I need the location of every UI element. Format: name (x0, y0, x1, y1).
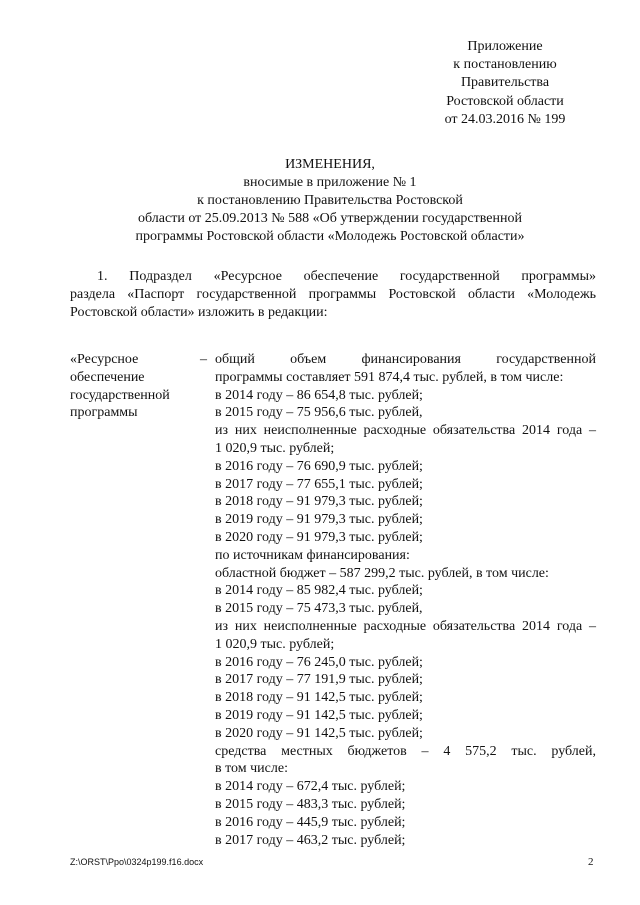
page-number: 2 (588, 856, 594, 868)
appendix-line: Приложение (467, 39, 543, 54)
detail-line: в 2020 году – 91 142,5 тыс. рублей; (215, 725, 423, 741)
detail-line: в 2015 году – 483,3 тыс. рублей; (215, 796, 406, 812)
detail-line: в том числе: (215, 761, 288, 777)
resource-label-line: государственной (70, 387, 170, 403)
detail-line: в 2015 году – 75 473,3 тыс. рублей, (215, 601, 423, 617)
detail-line: средства местных бюджетов – 4 575,2 тыс. рублей, (215, 743, 596, 759)
detail-line: из них неисполненные расходные обязательства 2014 года – (215, 618, 596, 634)
detail-line: в 2016 году – 445,9 тыс. рублей; (215, 814, 406, 830)
file-path-footer: Z:\ORST\Ppo\0324p199.f16.docx (70, 857, 204, 867)
detail-line: по источникам финансирования: (215, 547, 410, 563)
intro-paragraph (70, 268, 596, 323)
paragraph-line: раздела «Паспорт государственной программы Ростовской области «Молодежь (70, 287, 596, 303)
detail-line: в 2014 году – 85 982,4 тыс. рублей; (215, 583, 423, 599)
resource-label-line: программы (70, 405, 138, 421)
detail-line: в 2017 году – 77 655,1 тыс. рублей; (215, 476, 423, 492)
resource-label (70, 351, 220, 422)
paragraph-line: Ростовской области» изложить в редакции: (70, 305, 328, 321)
detail-line: 1 020,9 тыс. рублей; (215, 440, 335, 456)
detail-line: областной бюджет – 587 299,2 тыс. рублей, в том числе: (215, 565, 549, 581)
detail-line: в 2018 году – 91 979,3 тыс. рублей; (215, 494, 423, 510)
heading-title: ИЗМЕНЕНИЯ, (285, 157, 375, 172)
detail-line: в 2016 году – 76 690,9 тыс. рублей; (215, 458, 423, 474)
resource-label-line: обеспечение (70, 369, 145, 385)
appendix-line: Правительства (460, 75, 550, 91)
detail-line: в 2016 году – 76 245,0 тыс. рублей; (215, 654, 423, 670)
document-heading (70, 156, 590, 246)
resource-label-line: «Ресурсное (70, 352, 139, 367)
heading-line: области от 25.09.2013 № 588 «Об утверждении государственной (138, 211, 522, 226)
appendix-line: к постановлению (453, 57, 557, 73)
resource-details (215, 351, 596, 849)
detail-line: в 2019 году – 91 979,3 тыс. рублей; (215, 512, 423, 528)
appendix-line: Ростовской области (446, 93, 564, 109)
detail-line: программы составляет 591 874,4 тыс. рублей, в том числе: (215, 369, 564, 385)
appendix-line: от 24.03.2016 № 199 (444, 111, 566, 127)
detail-line: 1 020,9 тыс. рублей; (215, 636, 335, 652)
detail-line: в 2017 году – 77 191,9 тыс. рублей; (215, 672, 423, 688)
heading-line: вносимые в приложение № 1 (243, 175, 417, 190)
paragraph-line: 1. Подраздел «Ресурсное обеспечение государственной программы» (97, 269, 596, 284)
appendix-block (420, 38, 590, 129)
label-dash: – (200, 352, 207, 367)
detail-line: в 2020 году – 91 979,3 тыс. рублей; (215, 529, 423, 545)
detail-line: в 2014 году – 672,4 тыс. рублей; (215, 779, 406, 795)
heading-line: к постановлению Правительства Ростовской (197, 193, 463, 208)
detail-line: в 2019 году – 91 142,5 тыс. рублей; (215, 707, 423, 723)
detail-line: в 2014 году – 86 654,8 тыс. рублей; (215, 387, 423, 403)
detail-line: в 2015 году – 75 956,6 тыс. рублей, (215, 405, 423, 421)
detail-line: в 2017 году – 463,2 тыс. рублей; (215, 832, 406, 848)
detail-line: из них неисполненные расходные обязательства 2014 года – (215, 423, 596, 439)
detail-line: в 2018 году – 91 142,5 тыс. рублей; (215, 690, 423, 706)
heading-line: программы Ростовской области «Молодежь Ростовской области» (135, 229, 525, 244)
detail-line: общий объем финансирования государственной (215, 352, 596, 367)
